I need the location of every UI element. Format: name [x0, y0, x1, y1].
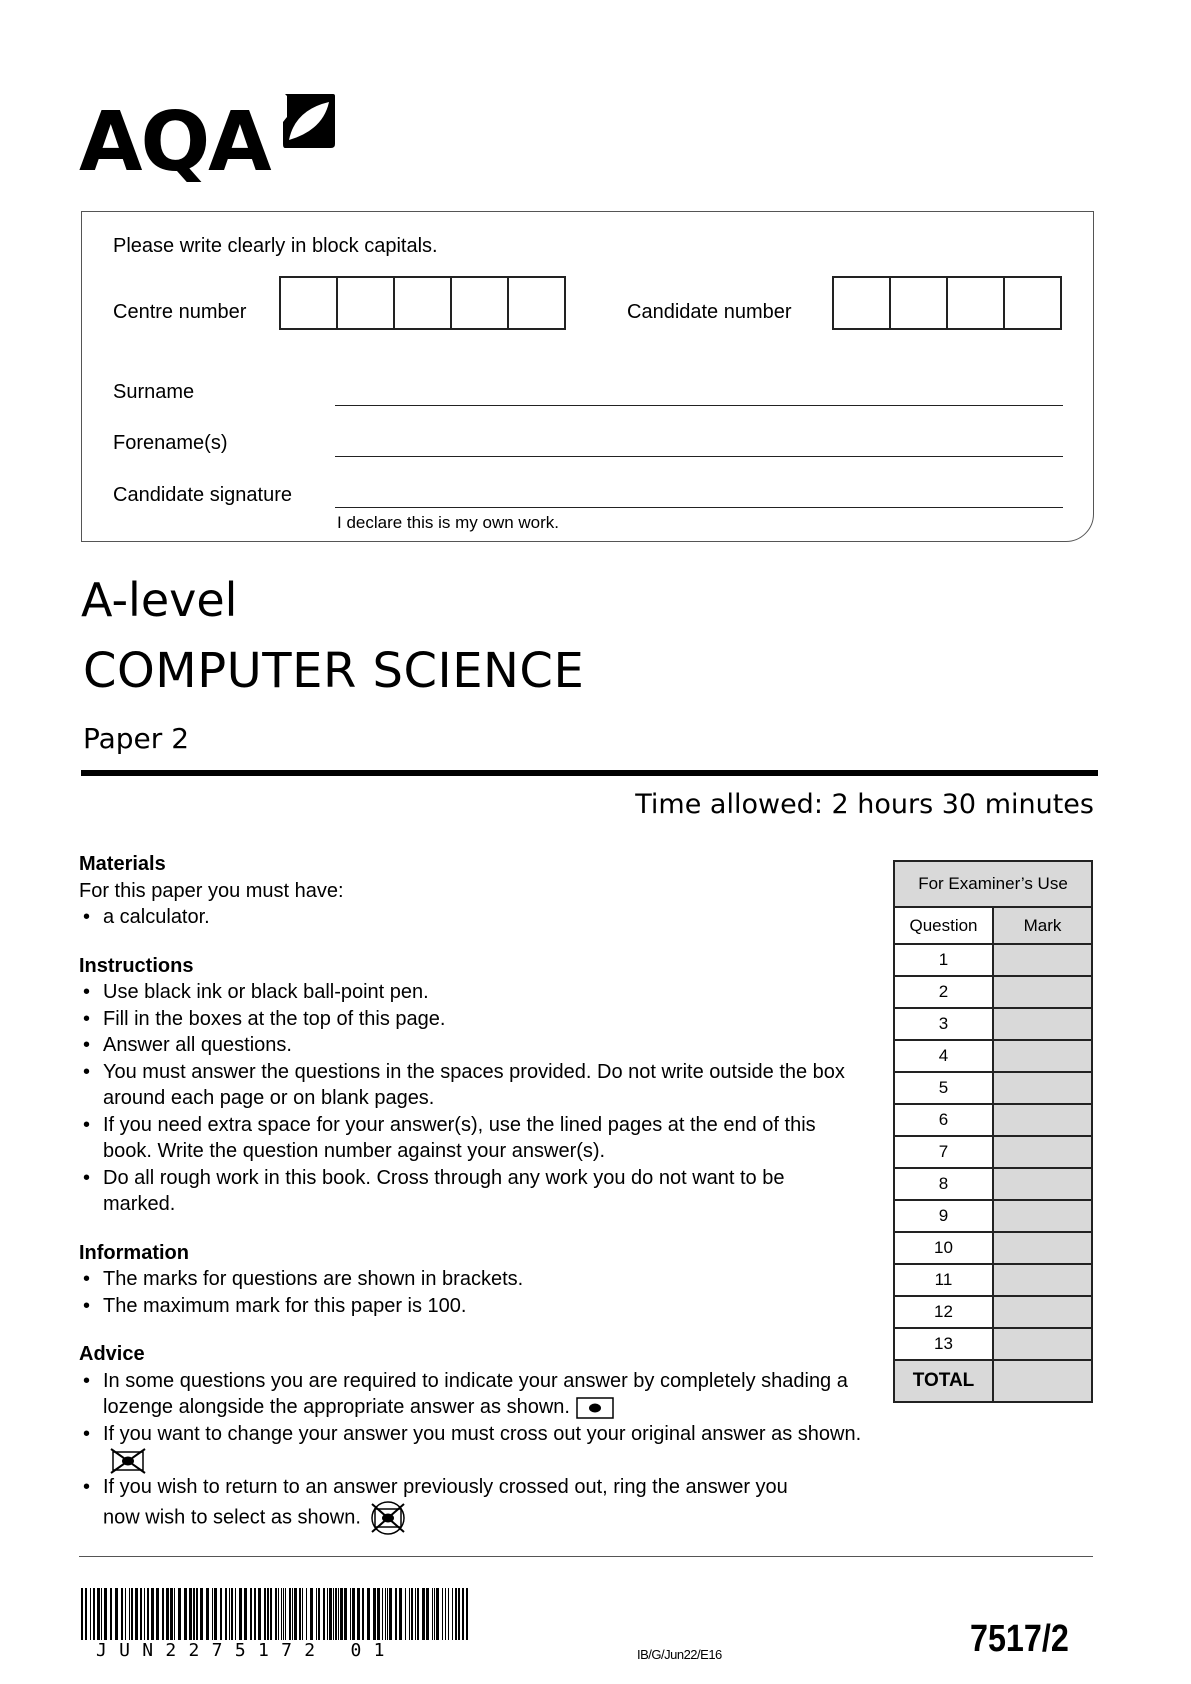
barcode-bar	[281, 1588, 282, 1640]
barcode-bar	[329, 1588, 332, 1640]
barcode-bar	[283, 1588, 284, 1640]
table-row	[894, 976, 1092, 1008]
question-number: 8	[894, 1168, 993, 1200]
barcode-bar	[115, 1588, 118, 1640]
paper-code: 7517/2	[970, 1618, 1069, 1660]
barcode-bar	[399, 1588, 402, 1640]
ringed-lozenge-icon	[367, 1500, 409, 1536]
document-reference: IB/G/Jun22/E16	[637, 1647, 722, 1662]
barcode-bar	[335, 1588, 337, 1640]
mark-cell[interactable]	[993, 944, 1092, 976]
barcode-bar	[121, 1588, 123, 1640]
total-mark-cell[interactable]	[993, 1360, 1092, 1402]
barcode-bar	[422, 1588, 425, 1640]
barcode-bar	[229, 1588, 230, 1640]
barcode-bar	[250, 1588, 252, 1640]
barcode-bar	[285, 1588, 286, 1640]
aqa-leaf-icon	[283, 94, 335, 148]
mark-cell[interactable]	[993, 1008, 1092, 1040]
barcode-bar	[409, 1588, 410, 1640]
barcode-bar	[327, 1588, 328, 1640]
advice-heading: Advice	[79, 1343, 145, 1365]
table-row	[894, 1104, 1092, 1136]
barcode-bar	[267, 1588, 269, 1640]
barcode-bar	[225, 1588, 227, 1640]
barcode-bar	[382, 1588, 383, 1640]
barcode-bar	[323, 1588, 325, 1640]
candidate-number-field[interactable]	[832, 276, 1062, 330]
barcode-bar	[93, 1588, 95, 1640]
examiners-use-table	[893, 860, 1093, 1403]
barcode	[81, 1588, 469, 1640]
question-column-header: Question	[894, 907, 993, 944]
barcode-bar	[101, 1588, 102, 1640]
barcode-bar	[458, 1588, 460, 1640]
list-item: • The maximum mark for this paper is 100.	[79, 1293, 879, 1320]
header-divider	[81, 770, 1098, 776]
barcode-bar	[206, 1588, 209, 1640]
list-item: • If you need extra space for your answer(s), use the lined pages at the end of this book. Write the question number against your answer(s).	[79, 1112, 879, 1165]
examiners-use-title: For Examiner’s Use	[894, 861, 1092, 907]
question-number: 7	[894, 1136, 993, 1168]
list-item: • Fill in the boxes at the top of this page.	[79, 1006, 879, 1033]
shaded-lozenge-icon	[576, 1397, 614, 1419]
block-capitals-instruction: Please write clearly in block capitals.	[113, 235, 438, 257]
barcode-bar	[385, 1588, 386, 1640]
barcode-bar	[411, 1588, 413, 1640]
barcode-bar	[417, 1588, 419, 1640]
table-row	[894, 1296, 1092, 1328]
question-number: 4	[894, 1040, 993, 1072]
barcode-bar	[196, 1588, 198, 1640]
barcode-bar	[156, 1588, 159, 1640]
surname-field[interactable]	[335, 405, 1063, 406]
materials-intro: For this paper you must have:	[79, 879, 344, 902]
barcode-bar	[318, 1588, 320, 1640]
advice-text: In some questions you are required to indicate your answer by completely shading a lozenge alongside the appropriate answer as shown.	[103, 1369, 848, 1418]
list-item: • Do all rough work in this book. Cross through any work you do not want to be marked.	[79, 1165, 879, 1218]
mark-cell[interactable]	[993, 1328, 1092, 1360]
aqa-logo: AQA	[79, 95, 270, 190]
surname-label: Surname	[113, 381, 195, 403]
list-item: • You must answer the questions in the spaces provided. Do not write outside the box around each page or on blank pages.	[79, 1059, 879, 1112]
crossed-lozenge-icon	[109, 1448, 147, 1474]
barcode-bar	[357, 1588, 360, 1640]
barcode-bar	[166, 1588, 169, 1640]
barcode-bar	[377, 1588, 380, 1640]
barcode-bar	[258, 1588, 261, 1640]
mark-cell[interactable]	[993, 1232, 1092, 1264]
barcode-bar	[170, 1588, 173, 1640]
barcode-bar	[367, 1588, 370, 1640]
list-item	[79, 1474, 879, 1537]
paper-number: Paper 2	[83, 722, 190, 755]
barcode-bar	[373, 1588, 376, 1640]
centre-number-field[interactable]	[279, 276, 566, 330]
barcode-bar	[452, 1588, 453, 1640]
list-item: • The marks for questions are shown in brackets.	[79, 1266, 879, 1293]
barcode-bar	[387, 1588, 388, 1640]
table-row	[894, 1136, 1092, 1168]
list-item: • Use black ink or black ball-point pen.	[79, 979, 879, 1006]
barcode-bar	[110, 1588, 112, 1640]
advice-text: If you wish to return to an answer previously crossed out, ring the answer you now wish to select as shown.	[103, 1475, 788, 1529]
table-row	[894, 1232, 1092, 1264]
barcode-bar	[338, 1588, 339, 1640]
total-label: TOTAL	[894, 1360, 993, 1402]
barcode-bar	[151, 1588, 154, 1640]
materials-section	[79, 851, 879, 931]
qualification-level: A-level	[81, 573, 238, 627]
barcode-bar	[350, 1588, 351, 1640]
mark-cell[interactable]	[993, 1296, 1092, 1328]
barcode-bar	[462, 1588, 464, 1640]
barcode-bar	[212, 1588, 213, 1640]
question-number: 2	[894, 976, 993, 1008]
table-row	[894, 944, 1092, 976]
forename-field[interactable]	[335, 456, 1063, 457]
barcode-bar	[104, 1588, 107, 1640]
barcode-bar	[442, 1588, 443, 1640]
question-number: 1	[894, 944, 993, 976]
table-row	[894, 1040, 1092, 1072]
barcode-bar	[405, 1588, 406, 1640]
instructions-body	[79, 851, 879, 1536]
table-row	[894, 1200, 1092, 1232]
advice-text: If you want to change your answer you must cross out your original answer as shown.	[103, 1422, 862, 1445]
barcode-bar	[292, 1588, 293, 1640]
question-number: 11	[894, 1264, 993, 1296]
barcode-text: JUN2275172 01	[96, 1640, 397, 1661]
barcode-bar	[254, 1588, 256, 1640]
barcode-bar	[436, 1588, 439, 1640]
barcode-bar	[310, 1588, 313, 1640]
barcode-bar	[220, 1588, 222, 1640]
barcode-bar	[289, 1588, 291, 1640]
barcode-bar	[389, 1588, 392, 1640]
barcode-bar	[316, 1588, 317, 1640]
barcode-bar	[239, 1588, 242, 1640]
time-allowed: Time allowed: 2 hours 30 minutes	[635, 789, 1094, 820]
signature-label: Candidate signature	[113, 484, 293, 506]
mark-cell[interactable]	[993, 1136, 1092, 1168]
barcode-bar	[415, 1588, 416, 1640]
barcode-bar	[189, 1588, 192, 1640]
question-number: 10	[894, 1232, 993, 1264]
barcode-bar	[174, 1588, 175, 1640]
question-number: 13	[894, 1328, 993, 1360]
barcode-bar	[97, 1588, 100, 1640]
barcode-bar	[432, 1588, 433, 1640]
barcode-bar	[125, 1588, 126, 1640]
barcode-bar	[129, 1588, 130, 1640]
information-heading: Information	[79, 1241, 189, 1264]
barcode-bar	[395, 1588, 397, 1640]
candidate-number-label: Candidate number	[627, 301, 792, 323]
table-row	[894, 1072, 1092, 1104]
barcode-bar	[306, 1588, 307, 1640]
barcode-bar	[85, 1588, 87, 1640]
forename-label: Forename(s)	[113, 432, 228, 454]
declaration-text: I declare this is my own work.	[337, 513, 560, 532]
barcode-bar	[184, 1588, 187, 1640]
barcode-bar	[90, 1588, 91, 1640]
barcode-bar	[235, 1588, 236, 1640]
signature-field[interactable]	[335, 507, 1063, 508]
barcode-bar	[333, 1588, 334, 1640]
list-item: • a calculator.	[79, 904, 879, 931]
table-row	[894, 1264, 1092, 1296]
question-number: 3	[894, 1008, 993, 1040]
barcode-bar	[278, 1588, 279, 1640]
footer-divider	[79, 1556, 1093, 1557]
question-number: 5	[894, 1072, 993, 1104]
barcode-bar	[275, 1588, 277, 1640]
mark-cell[interactable]	[993, 1200, 1092, 1232]
barcode-bar	[135, 1588, 138, 1640]
question-number: 9	[894, 1200, 993, 1232]
instructions-section	[79, 953, 879, 1218]
barcode-bar	[200, 1588, 203, 1640]
list-item	[79, 1421, 879, 1474]
barcode-bar	[178, 1588, 181, 1640]
barcode-bar	[352, 1588, 355, 1640]
materials-heading: Materials	[79, 853, 166, 875]
barcode-bar	[231, 1588, 233, 1640]
barcode-bar	[270, 1588, 272, 1640]
subject-title: COMPUTER SCIENCE	[83, 643, 585, 699]
information-section	[79, 1240, 879, 1320]
barcode-bar	[294, 1588, 297, 1640]
table-row	[894, 1328, 1092, 1360]
barcode-bar	[214, 1588, 217, 1640]
barcode-bar	[362, 1588, 364, 1640]
barcode-bar	[466, 1588, 468, 1640]
table-row	[894, 1008, 1092, 1040]
barcode-bar	[445, 1588, 446, 1640]
mark-cell[interactable]	[993, 1168, 1092, 1200]
barcode-bar	[302, 1588, 303, 1640]
barcode-bar	[193, 1588, 195, 1640]
mark-cell[interactable]	[993, 976, 1092, 1008]
barcode-bar	[264, 1588, 266, 1640]
mark-column-header: Mark	[993, 907, 1092, 944]
barcode-bar	[455, 1588, 457, 1640]
advice-section	[79, 1341, 879, 1536]
question-number: 6	[894, 1104, 993, 1136]
barcode-bar	[162, 1588, 164, 1640]
barcode-bar	[340, 1588, 343, 1640]
centre-number-label: Centre number	[113, 301, 247, 323]
barcode-bar	[131, 1588, 133, 1640]
instructions-heading: Instructions	[79, 954, 194, 977]
mark-cell[interactable]	[993, 1040, 1092, 1072]
table-row	[894, 1168, 1092, 1200]
question-number: 12	[894, 1296, 993, 1328]
barcode-bar	[244, 1588, 247, 1640]
barcode-bar	[426, 1588, 429, 1640]
barcode-bar	[81, 1588, 83, 1640]
mark-cell[interactable]	[993, 1104, 1092, 1136]
mark-cell[interactable]	[993, 1264, 1092, 1296]
barcode-bar	[448, 1588, 449, 1640]
barcode-bar	[344, 1588, 347, 1640]
barcode-bar	[299, 1588, 301, 1640]
barcode-bar	[434, 1588, 435, 1640]
barcode-bar	[144, 1588, 145, 1640]
barcode-bar	[147, 1588, 149, 1640]
barcode-bar	[140, 1588, 142, 1640]
list-item: • Answer all questions.	[79, 1032, 879, 1059]
mark-cell[interactable]	[993, 1072, 1092, 1104]
list-item	[79, 1368, 879, 1421]
